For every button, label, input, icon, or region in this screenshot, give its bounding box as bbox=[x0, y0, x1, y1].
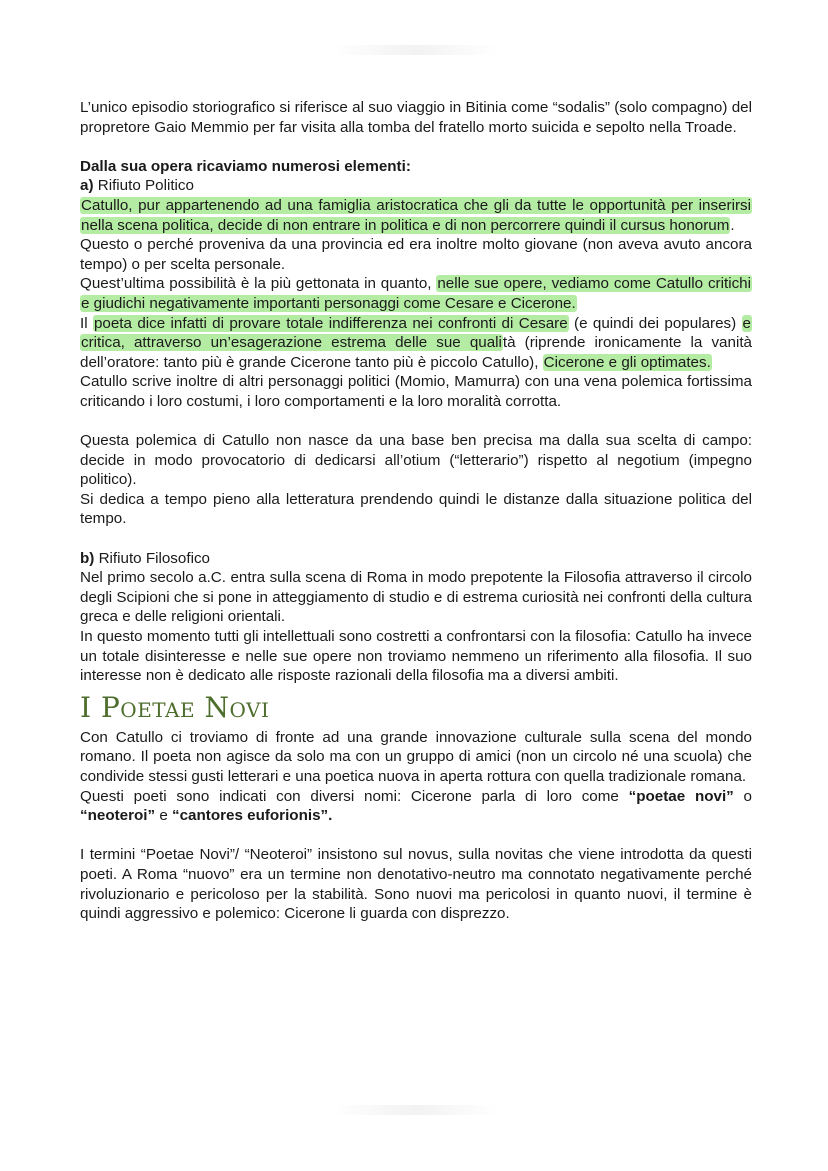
text: Questi poeti sono indicati con diversi nomi: Cicerone parla di loro come bbox=[80, 787, 629, 805]
document-page bbox=[80, 98, 752, 924]
text: o bbox=[733, 787, 752, 805]
text: tà (riprende ironicamente la vanità dell’oratore: tanto più è grande Cicerone tanto più è piccolo Catullo), bbox=[80, 334, 752, 371]
section-a-paragraph-1 bbox=[80, 196, 752, 235]
poetae-paragraph-2 bbox=[80, 787, 752, 826]
section-a-paragraph-7: Si dedica a tempo pieno alla letteratura prendendo quindi le distanze dalla situazione politica del tempo. bbox=[80, 490, 752, 528]
faded-header bbox=[330, 45, 500, 55]
section-b-title-text: Rifiuto Filosofico bbox=[94, 549, 210, 567]
highlight: poeta dice infatti di provare totale indifferenza nei confronti di Cesare bbox=[93, 314, 568, 332]
poetae-paragraph-3: I termini “Poetae Novi”/ “Neoteroi” insistono sul novus, sulla novitas che viene introdotta da questi poeti. A Roma “nuovo” era un termine non denotativo-neutro ma connotato negativamente perché rivoluzionario e pericoloso per la stabilità. Sono nuovi ma pericolosi in quanto nuovi, il termine è quindi aggressivo e polemico: Cicerone li guarda con disprezzo. bbox=[80, 846, 752, 923]
text: (e quindi dei populares) bbox=[568, 314, 742, 332]
highlight: nelle sue opere, vediamo come Catullo critichi e giudichi negativamente importanti personaggi come Cesare e Cicerone. bbox=[81, 275, 751, 312]
section-a-title bbox=[80, 176, 752, 196]
section-b-paragraph-1: Nel primo secolo a.C. entra sulla scena di Roma in modo prepotente la Filosofia attraverso il circolo degli Scipioni che si pone in atteggiamento di studio e di estrema curiosità nei confronti della cultura greca e delle religioni orientali. bbox=[80, 569, 752, 626]
poetae-novi-heading: I Poetae Novi bbox=[80, 690, 270, 724]
section-a-paragraph-2: Questo o perché proveniva da una provincia ed era inoltre molto giovane (non aveva avuto ancora tempo) o per scelta personale. bbox=[80, 236, 752, 273]
section-a-paragraph-3 bbox=[80, 274, 752, 313]
section-a-label: a) bbox=[80, 177, 94, 195]
text: . bbox=[730, 216, 735, 234]
poetae-paragraph-1: Con Catullo ci troviamo di fronte ad una grande innovazione culturale sulla scena del mondo romano. Il poeta non agisce da solo ma con un gruppo di amici (non un circolo né una scuola) che condivide stessi gusti letterari e una poetica nuova in aperta rottura con quella tradizionale romana. bbox=[80, 728, 752, 785]
term-poetae-novi: “poetae novi” bbox=[628, 787, 734, 805]
highlight: Cicerone e gli optimates. bbox=[543, 353, 711, 371]
text: Quest’ultima possibilità è la più gettonata in quanto, bbox=[80, 275, 437, 293]
term-neoteroi: “neoteroi” bbox=[80, 807, 156, 825]
highlight: Catullo, pur appartenendo ad una famiglia aristocratica che gli da tutte le opportunità per inserirsi nella scena politica, decide di non entrare in politica e di non percorrere quindi il cursus honorum bbox=[81, 196, 751, 234]
intro-paragraph: L’unico episodio storiografico si riferisce al suo viaggio in Bitinia come “sodalis” (solo compagno) del propretore Gaio Memmio per far visita alla tomba del fratello morto suicida e sepolto nella Troade. bbox=[80, 99, 752, 136]
section-a-paragraph-6: Questa polemica di Catullo non nasce da una base ben precisa ma dalla sua scelta di campo: decide in modo provocatorio di dedicarsi all’otium (“letterario”) rispetto al negotium (impegno politico). bbox=[80, 432, 752, 489]
term-cantores-euforionis: “cantores euforionis”. bbox=[172, 807, 333, 825]
highlight: e critica, attraverso un’esagerazione estrema delle sue quali bbox=[81, 314, 751, 352]
text: e bbox=[155, 807, 172, 825]
section-b-paragraph-2: In questo momento tutti gli intellettuali sono costretti a confrontarsi con la filosofia: Catullo ha invece un totale disinteresse e nelle sue opere non troviamo nemmeno un riferimento alla filosofia. Il suo interesse non è dedicato alle risposte razionali della filosofia ma a diversi ambiti. bbox=[80, 628, 752, 685]
section-b-title bbox=[80, 549, 752, 569]
section-a-paragraph-5: Catullo scrive inoltre di altri personaggi politici (Momio, Mamurra) con una vena polemica fortissima criticando i loro costumi, i loro comportamenti e la loro moralità corrotta. bbox=[80, 373, 752, 410]
section-a-title-text: Rifiuto Politico bbox=[93, 177, 194, 195]
text: Il bbox=[80, 314, 93, 332]
elements-heading: Dalla sua opera ricaviamo numerosi elementi: bbox=[80, 157, 411, 175]
section-b-label: b) bbox=[80, 549, 95, 567]
section-a-paragraph-4 bbox=[80, 314, 752, 373]
faded-footer bbox=[330, 1105, 500, 1115]
